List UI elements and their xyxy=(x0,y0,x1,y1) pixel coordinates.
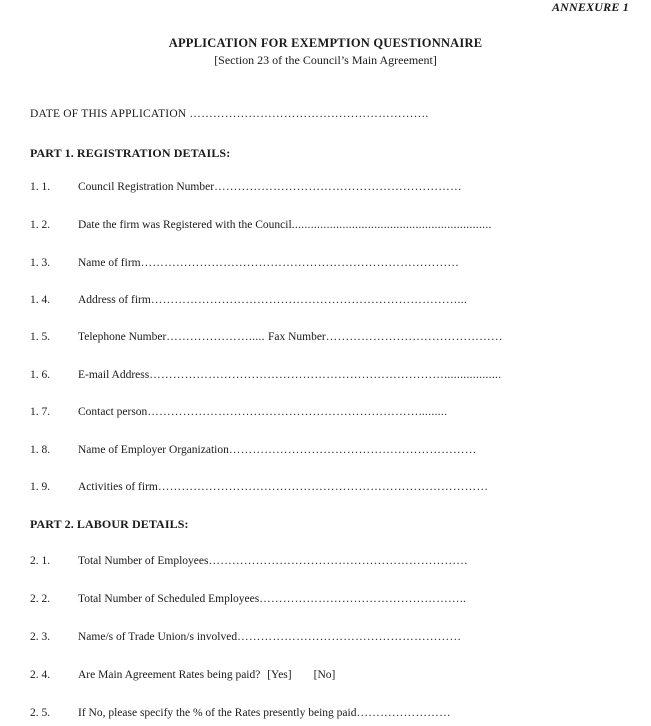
annexure-label: ANNEXURE 1 xyxy=(551,0,629,14)
item-label: Address of firm xyxy=(78,294,151,306)
item-fill: ……………………………………………………………………... xyxy=(150,294,468,306)
item-number: 1. 1. xyxy=(30,181,51,193)
item-label: Are Main Agreement Rates being paid? xyxy=(78,669,264,681)
item-number: 1. 2. xyxy=(30,219,51,231)
item-label: Name of Employer Organization xyxy=(78,444,229,456)
item-number: 1. 9. xyxy=(30,481,51,493)
application-date-field[interactable] xyxy=(30,108,429,120)
item-label: Name of firm xyxy=(78,257,141,269)
item-number: 1. 7. xyxy=(30,406,51,418)
item-fill: …………………..... xyxy=(166,331,268,343)
item-fill: ……………………………………………………… xyxy=(228,444,477,456)
fax-fill: ……………………………………… xyxy=(325,331,503,343)
part2-heading: PART 2. LABOUR DETAILS: xyxy=(30,517,189,531)
item-label: Total Number of Employees xyxy=(78,555,209,567)
item-number: 2. 5. xyxy=(30,707,51,719)
part1-heading: PART 1. REGISTRATION DETAILS: xyxy=(30,146,231,160)
item-fill: ………………………………………………………… xyxy=(208,555,469,567)
item-fill: ............................................................... xyxy=(291,219,492,231)
option-no[interactable]: [No] xyxy=(313,669,336,681)
date-label: DATE OF THIS APPLICATION xyxy=(30,108,190,120)
item-label: Contact person xyxy=(78,406,148,418)
item-number: 2. 4. xyxy=(30,669,51,681)
document-title: APPLICATION FOR EXEMPTION QUESTIONNAIRE xyxy=(168,36,483,50)
item-fill: ………………………………………………… xyxy=(237,631,462,643)
document-subtitle: [Section 23 of the Council’s Main Agreement] xyxy=(214,53,437,67)
item-number: 1. 4. xyxy=(30,294,51,306)
item-fill: ……………………………………………………… xyxy=(214,181,462,193)
item-label: E-mail Address xyxy=(78,369,150,381)
item-fill: …………………………………………….. xyxy=(259,593,467,605)
item-label: Council Registration Number xyxy=(78,181,215,193)
item-fill: ………………………………………………………………….................. xyxy=(149,369,502,381)
item-label: If No, please specify the % of the Rates presently being paid xyxy=(78,707,357,719)
item-label: Name/s of Trade Union/s involved xyxy=(78,631,238,643)
item-number: 1. 6. xyxy=(30,369,51,381)
item-number: 1. 3. xyxy=(30,257,51,269)
fax-label: Fax Number xyxy=(267,331,326,343)
item-fill: …………………… xyxy=(356,707,451,719)
date-fill: ……………………………………………………. xyxy=(189,108,429,120)
item-label: Telephone Number xyxy=(78,331,167,343)
item-number: 1. 8. xyxy=(30,444,51,456)
item-fill: ………………………………………………………………………… xyxy=(157,481,489,493)
item-label: Date the firm was Registered with the Council xyxy=(78,219,292,231)
item-number: 2. 3. xyxy=(30,631,51,643)
item-number: 2. 1. xyxy=(30,555,51,567)
item-fill: ……………………………………………………………......... xyxy=(147,406,448,418)
option-yes[interactable]: [Yes] xyxy=(267,669,292,681)
item-label: Total Number of Scheduled Employees xyxy=(78,593,260,605)
item-label: Activities of firm xyxy=(78,481,158,493)
item-number: 2. 2. xyxy=(30,593,51,605)
item-number: 1. 5. xyxy=(30,331,51,343)
item-fill: ……………………………………………………………………… xyxy=(140,257,460,269)
